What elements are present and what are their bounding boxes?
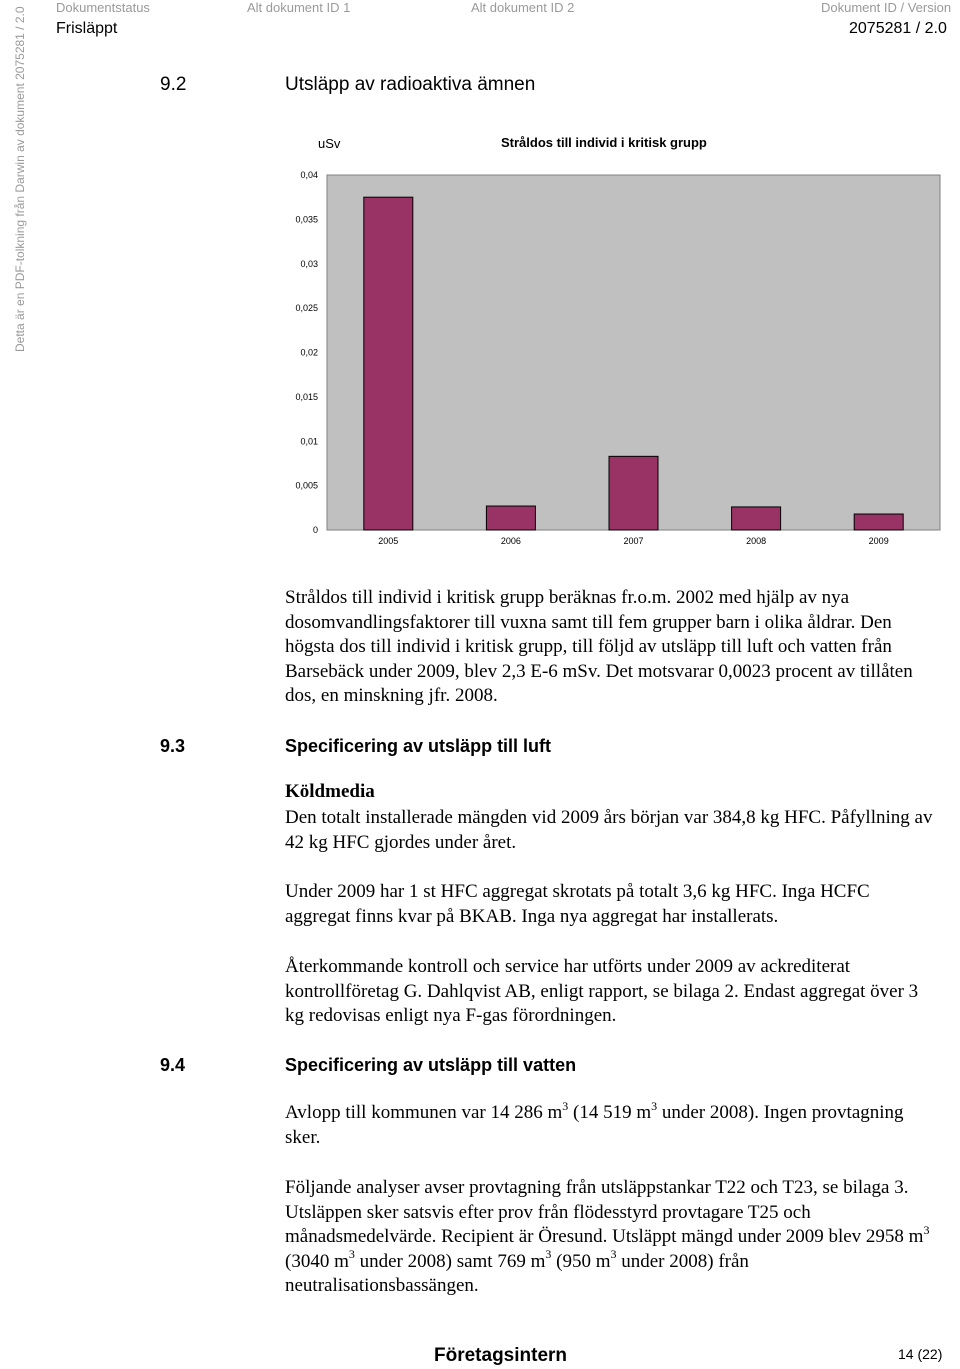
- side-note: Detta är en PDF-tolkning från Darwin av dokument 2075281 / 2.0: [13, 6, 27, 352]
- header-status-value: Frisläppt: [56, 20, 118, 37]
- header-label-alt-id-1: Alt dokument ID 1: [247, 0, 351, 15]
- section-9-2-title: Utsläpp av radioaktiva ämnen: [285, 74, 536, 95]
- chart-bar-2008: [732, 507, 781, 530]
- chart-y-tick-label: 0,01: [300, 436, 318, 447]
- paragraph-sewage-volume: Avlopp till kommunen var 14 286 $m^3$ (14 519 $m^3$ under 2008). Ingen provtagning sker.: [285, 1098, 904, 1148]
- header-label-doc-id: Dokument ID / Version: [821, 0, 952, 15]
- header-doc-id-value: 2075281 / 2.0: [849, 20, 947, 37]
- chart-y-tick-label: 0,03: [300, 258, 318, 269]
- chart-y-axis-label: uSv: [318, 136, 341, 151]
- chart-y-tick-label: 0,015: [295, 391, 318, 402]
- chart-title: Stråldos till individ i kritisk grupp: [501, 135, 707, 150]
- chart-y-tick-label: 0,035: [295, 214, 318, 225]
- chart-bar-2006: [486, 506, 535, 530]
- header-label-status: Dokumentstatus: [56, 0, 150, 15]
- section-9-3-title: Specificering av utsläpp till luft: [285, 736, 552, 756]
- paragraph-refrigerant-amount: Den totalt installerade mängden vid 2009 års början var 384,8 kg HFC. Påfyllning av 42 kg HFC gjordes under året.: [285, 807, 933, 853]
- chart-y-tick-label: 0,005: [295, 480, 318, 491]
- chart-y-tick-label: 0,04: [300, 170, 318, 180]
- chart-bar-2009: [854, 514, 903, 530]
- chart-bar-2007: [609, 456, 658, 530]
- chart-x-tick-label: 2008: [746, 536, 767, 546]
- paragraph-aggregates-scrapped: Under 2009 har 1 st HFC aggregat skrotats på totalt 3,6 kg HFC. Inga HCFC aggregat finns kvar på BKAB. Inga nya aggregat har installerats.: [285, 881, 870, 927]
- chart-y-tick-label: 0,025: [295, 303, 318, 314]
- footer-classification: Företagsintern: [434, 1345, 568, 1366]
- chart-y-tick-label: 0: [312, 525, 318, 535]
- subheading-koldmedia: Köldmedia: [285, 781, 375, 802]
- chart-x-tick-label: 2005: [378, 536, 399, 546]
- footer-page-number: 14 (22): [898, 1346, 943, 1362]
- paragraph-dose-description: Stråldos till individ i kritisk grupp beräknas fr.o.m. 2002 med hjälp av nya dosomvandlingsfaktorer till vuxna samt till fem grupper barn i olika åldrar. Den högsta dos till individ i kritisk grupp, till följd av utsläpp till luft och vatten från Barsebäck under 2009, blev 2,3 E-6 mSv. Det motsvarar 0,0023 procent av tillåten dos, en minskning jfr. 2008.: [285, 587, 913, 706]
- section-9-2-number: 9.2: [160, 74, 187, 95]
- paragraph-inspection-service: Återkommande kontroll och service har utförts under 2009 av ackrediterat kontrollföretag G. Dahlqvist AB, enligt rapport, se bilaga 2. Endast aggregat över 3 kg redovisas enligt nya F-gas förordningen.: [285, 956, 919, 1026]
- chart-bar-2005: [364, 197, 413, 530]
- chart-x-tick-label: 2009: [868, 536, 889, 546]
- chart-x-tick-label: 2007: [623, 536, 644, 546]
- chart-x-tick-label: 2006: [500, 536, 521, 546]
- paragraph-water-analysis: Följande analyser avser provtagning från utsläppstankar T22 och T23, se bilaga 3. Utsläppen sker satsvis efter prov från flödesstyrd provtagare T25 och månadsmedelvärde. Recipient är Öresund. Utsläppt mängd under 2009 blev 2958 $m^3$ (3040 $m^3$ under 2008) samt 769 $m^3$ (950 $m^3$ under 2008) från neutralisationsbassängen.: [285, 1177, 930, 1296]
- section-9-4-title: Specificering av utsläpp till vatten: [285, 1055, 577, 1075]
- section-9-4-number: 9.4: [160, 1055, 186, 1075]
- section-9-3-number: 9.3: [160, 736, 186, 756]
- chart-y-tick-label: 0,02: [300, 347, 318, 358]
- header-label-alt-id-2: Alt dokument ID 2: [471, 0, 575, 15]
